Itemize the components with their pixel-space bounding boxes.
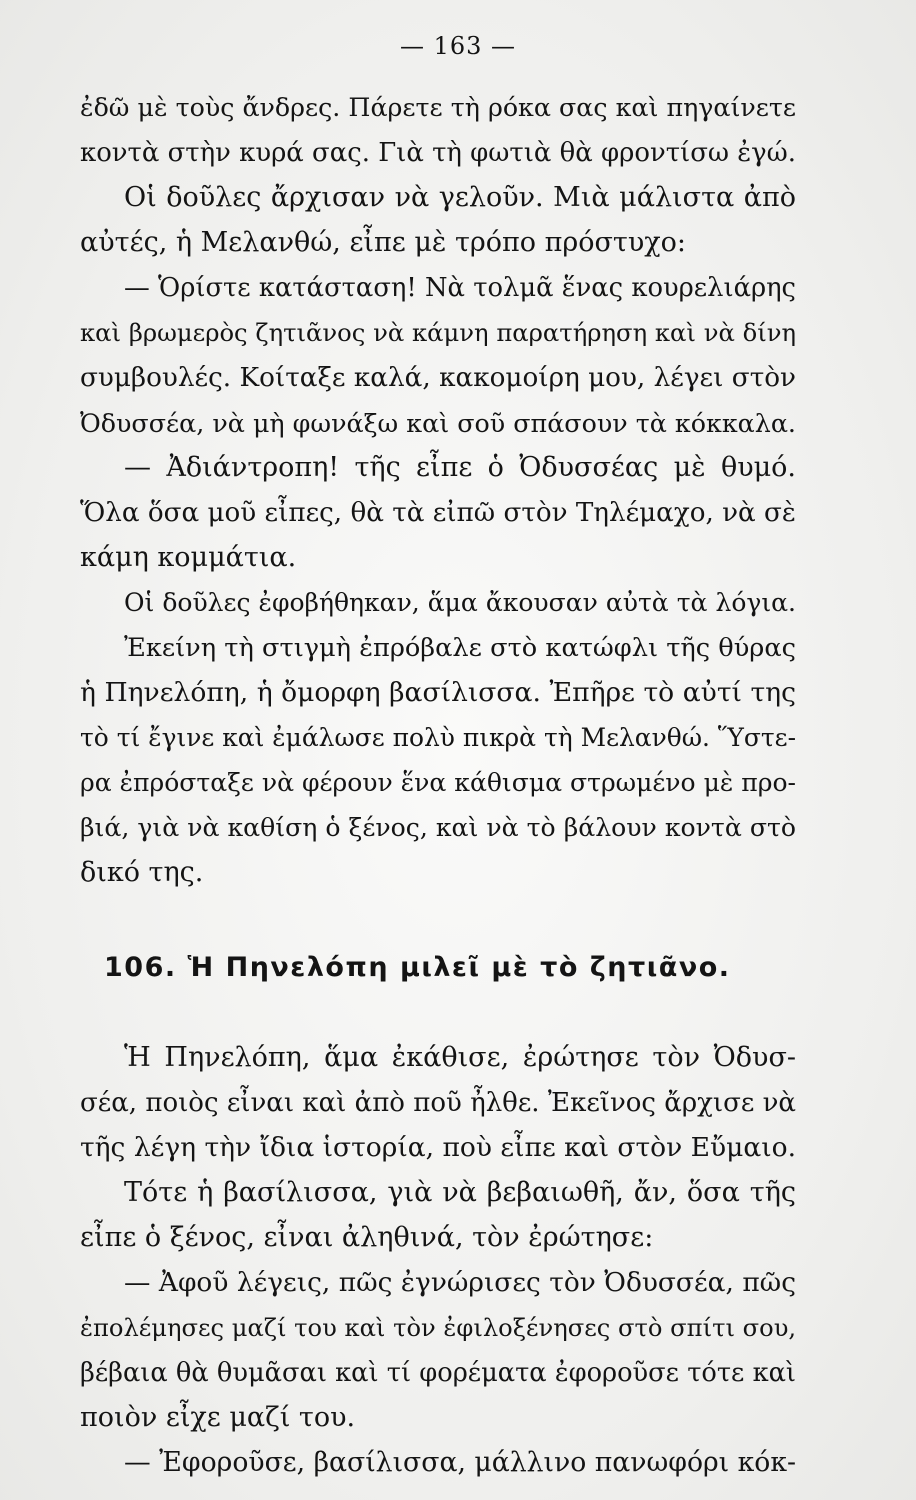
- section-heading: 106. Ἡ Πηνελόπη μιλεῖ μὲ τὸ ζητιᾶνο.: [104, 952, 731, 983]
- text-line: ποιὸν εἶχε μαζί του.: [80, 1402, 356, 1433]
- text-line: βιά, γιὰ νὰ καθίση ὁ ξένος, καὶ νὰ τὸ βάλουν κοντὰ στὸ: [80, 813, 796, 842]
- text-line: — Ἀφοῦ λέγεις, πῶς ἐγνώρισες τὸν Ὀδυσσέα, πῶς: [124, 1267, 796, 1298]
- text-line: αὐτές, ἡ Μελανθώ, εἶπε μὲ τρόπο πρόστυχο:: [80, 227, 686, 258]
- text-line: Ὀδυσσέα, νὰ μὴ φωνάξω καὶ σοῦ σπάσουν τὰ κόκκαλα.: [80, 408, 796, 438]
- text-line: Ὅλα ὅσα μοῦ εἶπες, θὰ τὰ εἰπῶ στὸν Τηλέμαχο, νὰ σὲ: [80, 498, 796, 528]
- text-line: Ἐκείνη τὴ στιγμὴ ἐπρόβαλε στὸ κατώφλι τῆς θύρας: [124, 633, 796, 663]
- text-line: δικό της.: [80, 857, 204, 888]
- text-line: Τότε ἡ βασίλισσα, γιὰ νὰ βεβαιωθῆ, ἄν, ὅσα τῆς: [124, 1177, 796, 1208]
- text-line: εἶπε ὁ ξένος, εἶναι ἀληθινά, τὸν ἐρώτησε:: [80, 1222, 654, 1253]
- text-line: ρα ἐπρόσταξε νὰ φέρουν ἕνα κάθισμα στρωμένο μὲ προ-: [80, 768, 796, 797]
- text-line: κάμη κομμάτια.: [80, 542, 297, 573]
- text-line: Ἡ Πηνελόπη, ἅμα ἐκάθισε, ἐρώτησε τὸν Ὀδυσ-: [124, 1042, 796, 1073]
- text-line: κοντὰ στὴν κυρά σας. Γιὰ τὴ φωτιὰ θὰ φροντίσω ἐγώ.: [80, 138, 796, 168]
- text-line: βέβαια θὰ θυμᾶσαι καὶ τί φορέματα ἐφοροῦσε τότε καὶ: [80, 1358, 796, 1388]
- text-line: συμβουλές. Κοίταξε καλά, κακομοίρη μου, λέγει στὸν: [80, 363, 796, 393]
- text-line: — Ὁρίστε κατάσταση! Νὰ τολμᾶ ἕνας κουρελιάρης: [124, 273, 796, 303]
- text-line: ἡ Πηνελόπη, ἡ ὄμορφη βασίλισσα. Ἐπῆρε τὸ αὐτί της: [80, 677, 796, 708]
- page-number: — 163 —: [399, 32, 517, 60]
- text-line: — Ἀδιάντροπη! τῆς εἶπε ὁ Ὀδυσσέας μὲ θυμό.: [124, 452, 796, 483]
- text-line: ἐπολέμησες μαζί του καὶ τὸν ἐφιλοξένησες στὸ σπίτι σου,: [80, 1314, 797, 1342]
- text-line: τῆς λέγη τὴν ἴδια ἱστορία, ποὺ εἶπε καὶ στὸν Εὔμαιο.: [80, 1132, 796, 1163]
- text-line: ἐδῶ μὲ τοὺς ἄνδρες. Πάρετε τὴ ρόκα σας καὶ πηγαίνετε: [80, 93, 796, 122]
- text-line: Οἱ δοῦλες ἐφοβήθηκαν, ἅμα ἄκουσαν αὐτὰ τὰ λόγια.: [124, 588, 796, 617]
- text-line: σέα, ποιὸς εἶναι καὶ ἀπὸ ποῦ ἦλθε. Ἐκεῖνος ἄρχισε νὰ: [80, 1088, 796, 1118]
- text-line: καὶ βρωμερὸς ζητιᾶνος νὰ κάμνη παρατήρηση καὶ νὰ δίνη: [80, 318, 796, 347]
- text-line: τὸ τί ἔγινε καὶ ἐμάλωσε πολὺ πικρὰ τὴ Μελανθώ. Ὕστε-: [80, 723, 796, 752]
- text-line: — Ἐφοροῦσε, βασίλισσα, μάλλινο πανωφόρι κόκ-: [124, 1447, 797, 1478]
- text-line: Οἱ δοῦλες ἄρχισαν νὰ γελοῦν. Μιὰ μάλιστα ἀπὸ: [124, 182, 796, 213]
